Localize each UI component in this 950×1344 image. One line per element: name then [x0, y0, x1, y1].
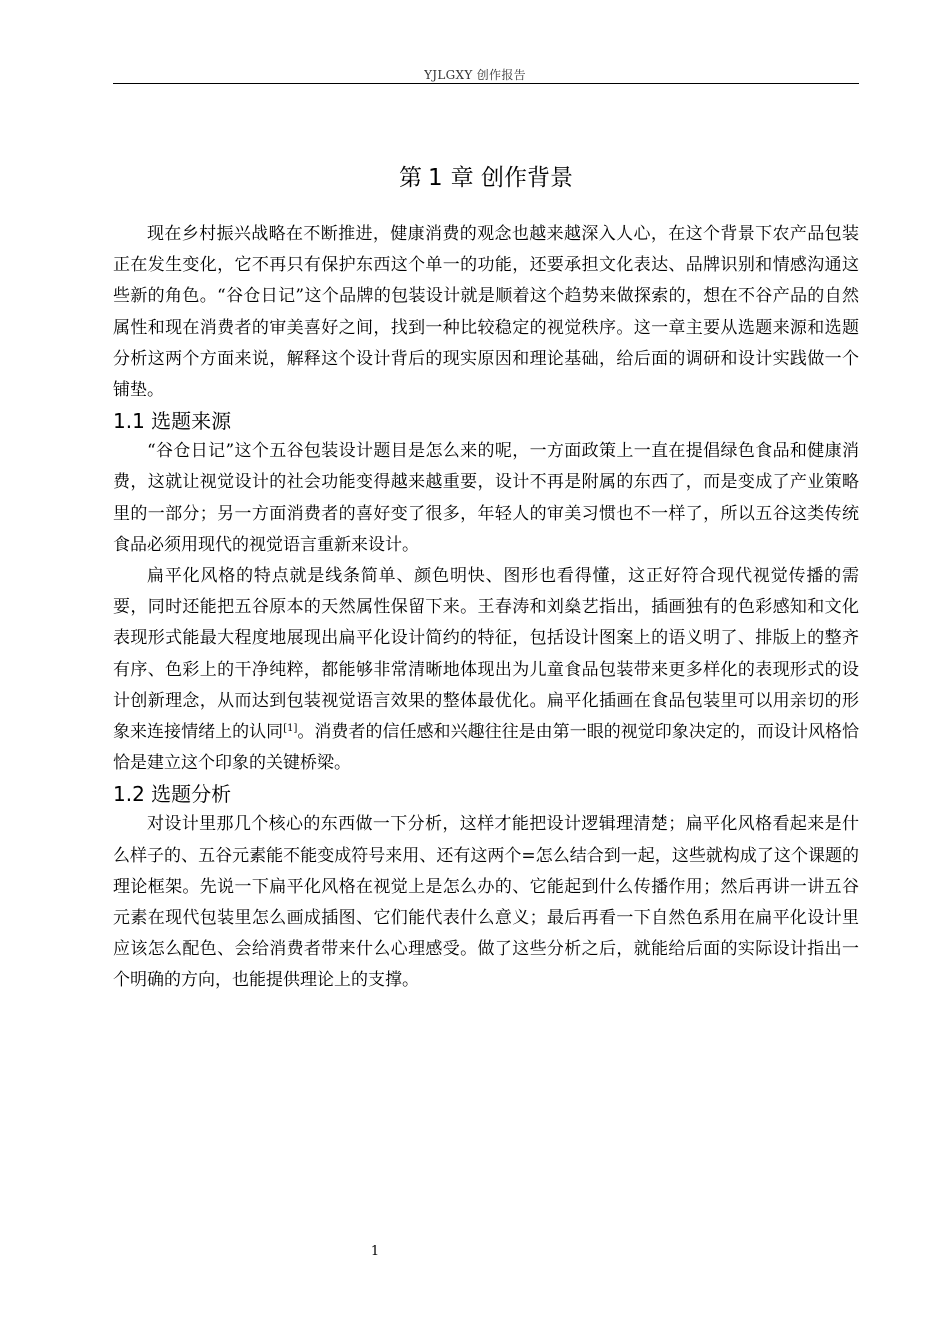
section-1-2-paragraph-1: 对设计里那几个核心的东西做一下分析，这样才能把设计逻辑理清楚；扁平化风格看起来是什么样子的、五谷元素能不能变成符号来用、还有这两个=怎么结合到一起，这些就构成了这个课题的理论框架。先说一下扁平化风格在视觉上是怎么办的、它能起到什么传播作用；然后再讲一讲五谷元素在现代包装里怎么画成插图、它们能代表什么意义；最后再看一下自然色系用在扁平化设计里应该怎么配色、会给消费者带来什么心理感受。做了这些分析之后，就能给后面的实际设计指出一个明确的方向，也能提供理论上的支撑。	[113, 814, 859, 991]
chapter-number: 1	[428, 165, 443, 191]
section-1-1-paragraph-1: “谷仓日记”这个五谷包装设计题目是怎么来的呢，一方面政策上一直在提倡绿色食品和健康消费，这就让视觉设计的社会功能变得越来越重要，设计不再是附属的东西了，而是变成了产业策略里的一部分；另一方面消费者的喜好变了很多，年轻人的审美习惯也不一样了，所以五谷这类传统食品必须用现代的视觉语言重新来设计。	[113, 441, 859, 555]
page-number: 1	[370, 1244, 380, 1259]
page-body	[113, 160, 859, 997]
chapter-name: 创作背景	[480, 165, 573, 191]
section-heading-1-1: 1.1 选题来源	[113, 409, 232, 434]
intro-paragraph: 现在乡村振兴战略在不断推进，健康消费的观念也越来越深入人心，在这个背景下农产品包装正在发生变化，它不再只有保护东西这个单一的功能，还要承担文化表达、品牌识别和情感沟通这些新的角色。“谷仓日记”这个品牌的包装设计就是顺着这个趋势来做探索的，想在不谷产品的自然属性和现在消费者的审美喜好之间，找到一种比较稳定的视觉秩序。这一章主要从选题来源和选题分析这两个方面来说，解释这个设计背后的现实原因和理论基础，给后面的调研和设计实践做一个铺垫。	[113, 224, 859, 401]
section-heading-1-2: 1.2 选题分析	[113, 782, 232, 807]
running-header: YJLGXY 创作报告	[424, 68, 526, 82]
section-1-1-paragraph-2	[113, 561, 859, 779]
chapter-suffix: 章	[450, 165, 474, 191]
citation-reference[interactable]: [1]	[283, 723, 298, 735]
paragraph-text-before-citation: 扁平化风格的特点就是线条简单、颜色明快、图形也看得懂，这正好符合现代视觉传播的需要，同时还能把五谷原本的天然属性保留下来。王春涛和刘燊艺指出，插画独有的色彩感知和文化表现形式能最大程度地展现出扁平化设计简约的特征，包括设计图案上的语义明了、排版上的整齐有序、色彩上的干净纯粹，都能够非常清晰地体现出为儿童食品包装带来更多样化的表现形式的设计创新理念，从而达到包装视觉语言效果的整体最优化。扁平化插画在食品包装里可以用亲切的形象来连接情绪上的认同	[113, 566, 859, 743]
chapter-prefix: 第	[399, 165, 423, 191]
paragraph-text-after-citation: 。消费者的信任感和兴趣往往是由第一眼的视觉印象决定的，而设计风格恰恰是建立这个印象的关键桥梁。	[113, 722, 860, 774]
chapter-title	[113, 160, 859, 196]
header-divider	[113, 83, 859, 84]
